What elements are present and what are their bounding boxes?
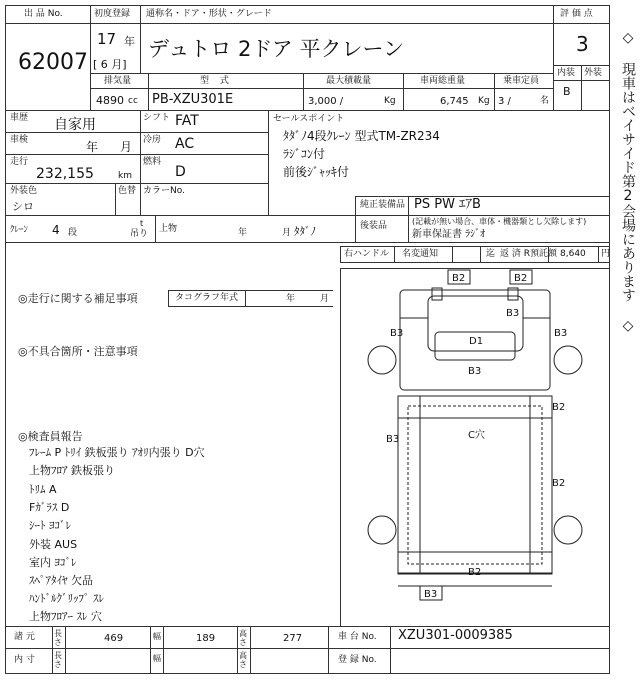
inspector-line-5: ｼｰﾄ ﾖｺﾞﾚ [29,519,71,532]
length-value: 469 [104,633,124,644]
height-label-2: 高さ [239,651,247,669]
mark-11: B2 [552,478,566,489]
recycle-label: 返 済 R預託額 [500,249,557,259]
mark-7: B3 [468,366,482,377]
mark-5: B3 [390,328,404,339]
sales-point-line-1: ﾀﾀﾞﾉ4段ｸﾚｰﾝ 型式TM-ZR234 [283,129,440,143]
recycle-value: 8,640 [560,249,586,259]
interior-score: B [563,85,571,98]
gross-weight-unit: Kg [478,96,490,106]
mark-1: B2 [452,273,466,284]
grade-label: 評 価 点 [560,9,593,19]
max-load-label: 最大積載量 [326,76,372,86]
exterior-label: 外装 [584,68,603,78]
max-load-unit: Kg [384,96,396,106]
inspector-line-3: ﾄﾘﾑ A [29,483,57,496]
loading-label: 上物 [159,224,178,234]
first-reg-year-unit: 年 [124,35,135,48]
height-label: 高さ [239,629,247,647]
displacement: 4890 [96,94,124,107]
rh-drive: 右ハンドル [344,249,390,259]
mark-10: C穴 [468,430,485,441]
retrofit-label: 後装品 [360,221,388,231]
shift-label: シフト [143,113,171,123]
wheel-rear-right [554,516,582,544]
ext-color-label: 外装色 [10,186,38,196]
wheel-front-left [368,346,396,374]
width-label: 幅 [153,632,161,641]
name-label: 通称名・ドア・形状・グレード [146,9,272,19]
inspector-line-9: ﾊﾝﾄﾞﾙｸﾞﾘｯﾌﾟ ｽﾚ [29,592,104,605]
ac-label: 冷房 [143,135,162,145]
length-label: 長さ [54,629,62,647]
width-value: 189 [196,633,216,644]
inspector-line-8: ｽﾍﾟｱﾀｲﾔ 欠品 [29,574,93,587]
mark-9: B3 [386,434,400,445]
recycle-unit: 円 [601,249,611,259]
grade-score: 3 [576,32,589,56]
chassis-value: XZU301-0009385 [398,628,513,643]
crane-stages: 4 [52,223,60,237]
mark-3: B3 [506,308,520,319]
tacho-year: 年 [286,294,296,304]
crane-stage-unit: 段 [68,228,78,238]
wheel-rear-left [368,516,396,544]
length-label-2: 長さ [54,651,62,669]
specs-label: 諸 元 [14,632,35,642]
model-name: デュトロ 2ドア 平クレーン [148,37,405,61]
reg-label: 登 録 No. [338,655,377,665]
loading-month: 月 [282,228,292,238]
loading-maker: ﾀﾀﾞﾉ [294,225,316,238]
truck-damage-diagram [340,268,609,626]
color-no-label: カラーNo. [143,186,185,196]
tacho-month: 月 [320,294,330,304]
interior-dims-label: 内 寸 [14,655,35,665]
recycle-prefix: 迄 [486,249,496,259]
displacement-unit: cc [128,96,138,106]
lot-no-label: 出 品 No. [24,9,63,19]
mark-13: B3 [424,589,438,600]
mark-12: B2 [468,567,482,578]
inspector-line-6: 外装 AUS [29,538,78,551]
driving-notes-title: ◎走行に関する補足事項 [18,292,138,305]
ext-color-value: シロ [12,200,34,213]
sales-point-label: セールスポイント [273,114,345,124]
inspector-line-1: ﾌﾚｰﾑ P ﾄﾘｲ 鉄板張り ｱｵﾘ内張り D穴 [29,446,205,459]
inspection-label: 車検 [10,135,29,145]
capacity: 3 / [498,96,511,107]
equipment-value: PS PW ｴｱB [414,197,481,212]
ac-value: AC [175,136,195,152]
mark-2: B2 [514,273,528,284]
mark-8: B2 [552,402,566,413]
chassis-label: 車 台 No. [338,632,377,642]
inspection-year: 年 [86,140,99,154]
inspector-title: ◎検査員報告 [18,430,83,443]
inspector-line-4: Fｶﾞﾗｽ D [29,501,70,514]
venue-note: ◇ 現車はベイサイド第2会場にあります ◇ [620,30,636,334]
gross-weight: 6,745 [440,96,469,107]
inspection-month: 月 [120,140,133,154]
sales-point-line-3: 前後ｼﾞｬｯｷ付 [283,165,350,179]
first-reg-year: 17 [97,30,117,48]
history-value: 自家用 [54,117,96,133]
rename-label: 名変通知 [402,249,439,259]
equipment-label: 純正装備品 [360,200,406,210]
max-load: 3,000 / [308,96,344,107]
mileage-unit: km [118,171,132,181]
retrofit-value: 新車保証書 ﾗｼﾞｵ [412,229,486,240]
tacho-label: タコグラフ年式 [175,293,239,303]
capacity-unit: 名 [540,96,550,106]
fuel-value: D [175,164,186,180]
gross-weight-label: 車両総重量 [420,76,466,86]
fuel-label: 燃料 [143,157,162,167]
height-value: 277 [283,633,303,644]
mileage-label: 走行 [10,157,29,167]
inspector-line-10: 上物ﾌﾛｱｰ ｽﾚ 穴 [29,610,102,623]
inspector-line-7: 室内 ﾖｺﾞﾚ [29,556,77,569]
capacity-label: 乗車定員 [503,76,540,86]
shift-value: FAT [175,113,199,129]
first-reg-label: 初度登録 [94,9,131,19]
history-label: 車歴 [10,113,29,123]
first-reg-month: [ 6 月] [93,58,127,71]
lot-no: 62007 [18,50,88,75]
retrofit-note: (記載が無い場合、車体・機器類とし欠除します) [412,217,587,226]
width-label-2: 幅 [153,654,161,663]
model-code: PB-XZU301E [152,92,234,107]
crane-label: ｸﾚｰﾝ [10,225,29,235]
crane-tonnage-unit: 吊り [130,229,149,239]
crane-tonnage-top: t [140,219,144,228]
displacement-label: 排気量 [104,76,132,86]
color-change-label: 色替 [118,186,137,196]
mark-6: B3 [554,328,568,339]
deck-outer [398,396,552,574]
defects-title: ◎不具合箇所・注意事項 [18,345,138,358]
inspector-line-2: 上物ﾌﾛｱ 鉄板張り [29,464,115,477]
loading-year: 年 [238,228,248,238]
sales-point-line-2: ﾗｼﾞｺﾝ付 [283,147,326,161]
mark-4: D1 [469,336,484,347]
wheel-front-right [554,346,582,374]
mileage-value: 232,155 [36,166,94,182]
interior-label: 内装 [557,68,576,78]
model-label: 型 式 [200,76,233,86]
